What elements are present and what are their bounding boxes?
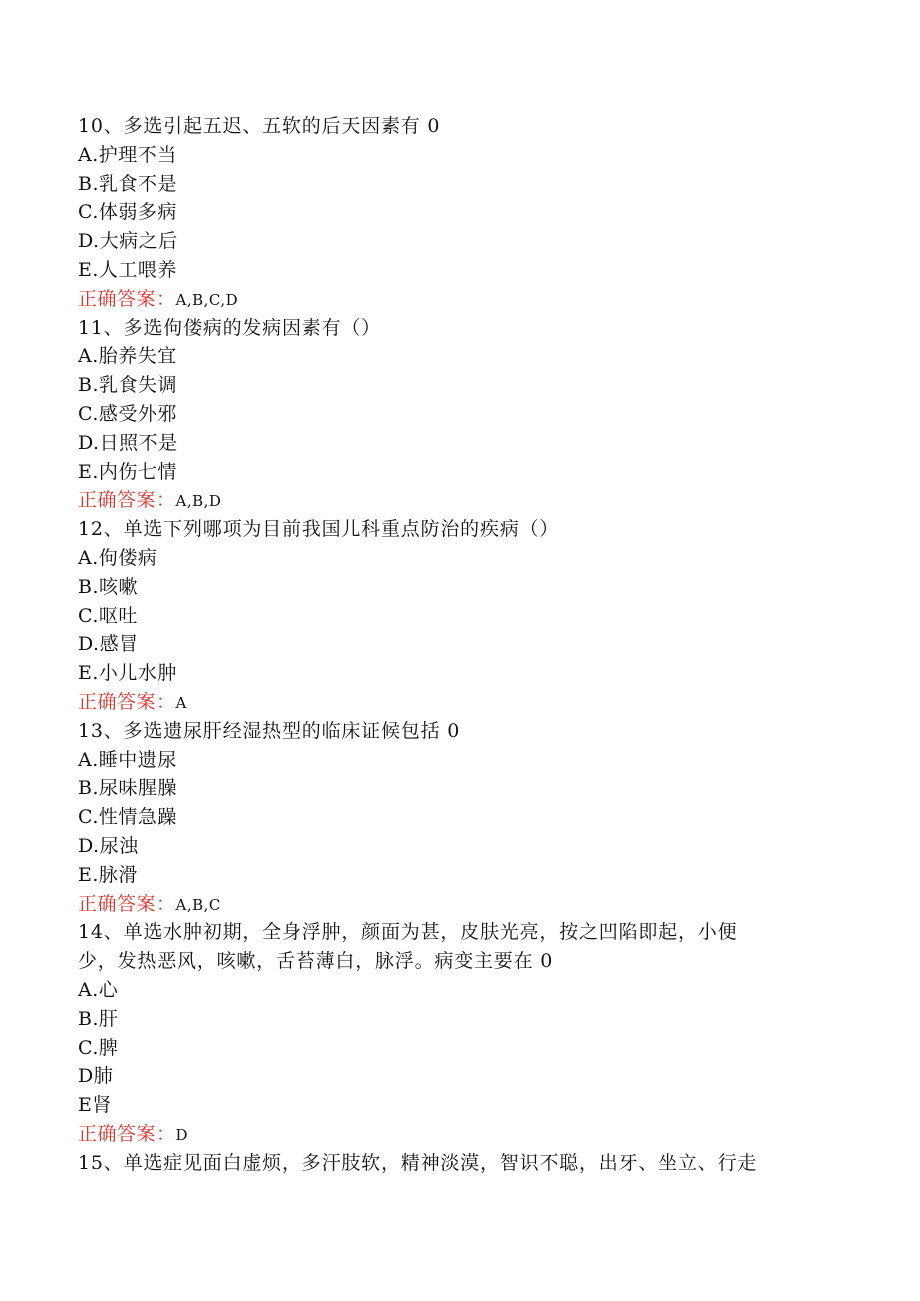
option-e: E.小儿水肿: [78, 662, 177, 685]
question-14: [78, 918, 838, 1148]
option-c: C.脾: [78, 1036, 119, 1059]
answer-value: A,B,D: [175, 492, 222, 511]
question-text: 15、单选症见面白虚烦，多汗肢软，精神淡漠，智识不聪，出牙、坐立、行走: [78, 1151, 758, 1174]
question-text-line-1: 14、单选水肿初期，全身浮肿，颜面为甚，皮肤光亮，按之凹陷即起，小便: [78, 921, 738, 944]
correct-answer: [78, 285, 838, 314]
option-b: B.肝: [78, 1007, 119, 1030]
option-c: C.呕吐: [78, 604, 138, 627]
answer-label: 正确答案：: [78, 489, 176, 512]
question-10: [78, 112, 838, 314]
option-d: D.日照不是: [78, 431, 178, 454]
option-e: E.内伤七情: [78, 460, 177, 483]
option-a: A.佝偻病: [78, 546, 158, 569]
question-15: [78, 1149, 838, 1178]
answer-label: 正确答案：: [78, 892, 176, 915]
question-text: 10、多选引起五迟、五软的后天因素有 0: [78, 115, 441, 137]
exam-page: [78, 112, 838, 1177]
option-a: A.睡中遗尿: [78, 748, 177, 771]
answer-label: 正确答案：: [78, 287, 176, 310]
answer-value: A,B,C: [175, 895, 221, 914]
correct-answer: [78, 688, 838, 717]
option-d: D.感冒: [78, 633, 139, 656]
option-d: D.大病之后: [78, 230, 178, 253]
option-c: C.性情急躁: [78, 806, 177, 829]
question-13: [78, 717, 838, 919]
option-a: A.护理不当: [78, 143, 177, 166]
correct-answer: [78, 486, 838, 515]
option-d: D.尿浊: [78, 834, 139, 857]
option-b: B.乳食不是: [78, 172, 178, 195]
answer-value: D: [175, 1125, 189, 1144]
correct-answer: [78, 890, 838, 919]
option-a: A.心: [78, 978, 119, 1001]
answer-value: A: [175, 693, 187, 712]
answer-value: A,B,C,D: [175, 290, 239, 309]
option-e: E肾: [78, 1094, 112, 1117]
option-b: B.尿味腥臊: [78, 777, 178, 800]
option-b: B.乳食失调: [78, 374, 178, 397]
question-11: [78, 314, 838, 516]
question-text: 12、单选下列哪项为目前我国儿科重点防治的疾病（）: [78, 518, 560, 541]
option-e: E.人工喂养: [78, 258, 177, 281]
option-c: C.体弱多病: [78, 201, 177, 224]
option-a: A.胎养失宜: [78, 345, 177, 368]
option-d: D肺: [78, 1065, 114, 1088]
option-c: C.感受外邪: [78, 402, 177, 425]
correct-answer: [78, 1120, 838, 1149]
answer-label: 正确答案：: [78, 690, 176, 713]
question-text: 13、多选遗尿肝经湿热型的临床证候包括 0: [78, 719, 461, 742]
question-12: [78, 515, 838, 717]
question-text-line-2: 少，发热恶风，咳嗽，舌苔薄白，脉浮。病变主要在 0: [78, 950, 554, 973]
option-e: E.脉滑: [78, 863, 138, 886]
answer-label: 正确答案：: [78, 1122, 176, 1145]
option-b: B.咳嗽: [78, 575, 139, 598]
question-text: 11、多选佝偻病的发病因素有（）: [78, 316, 381, 339]
